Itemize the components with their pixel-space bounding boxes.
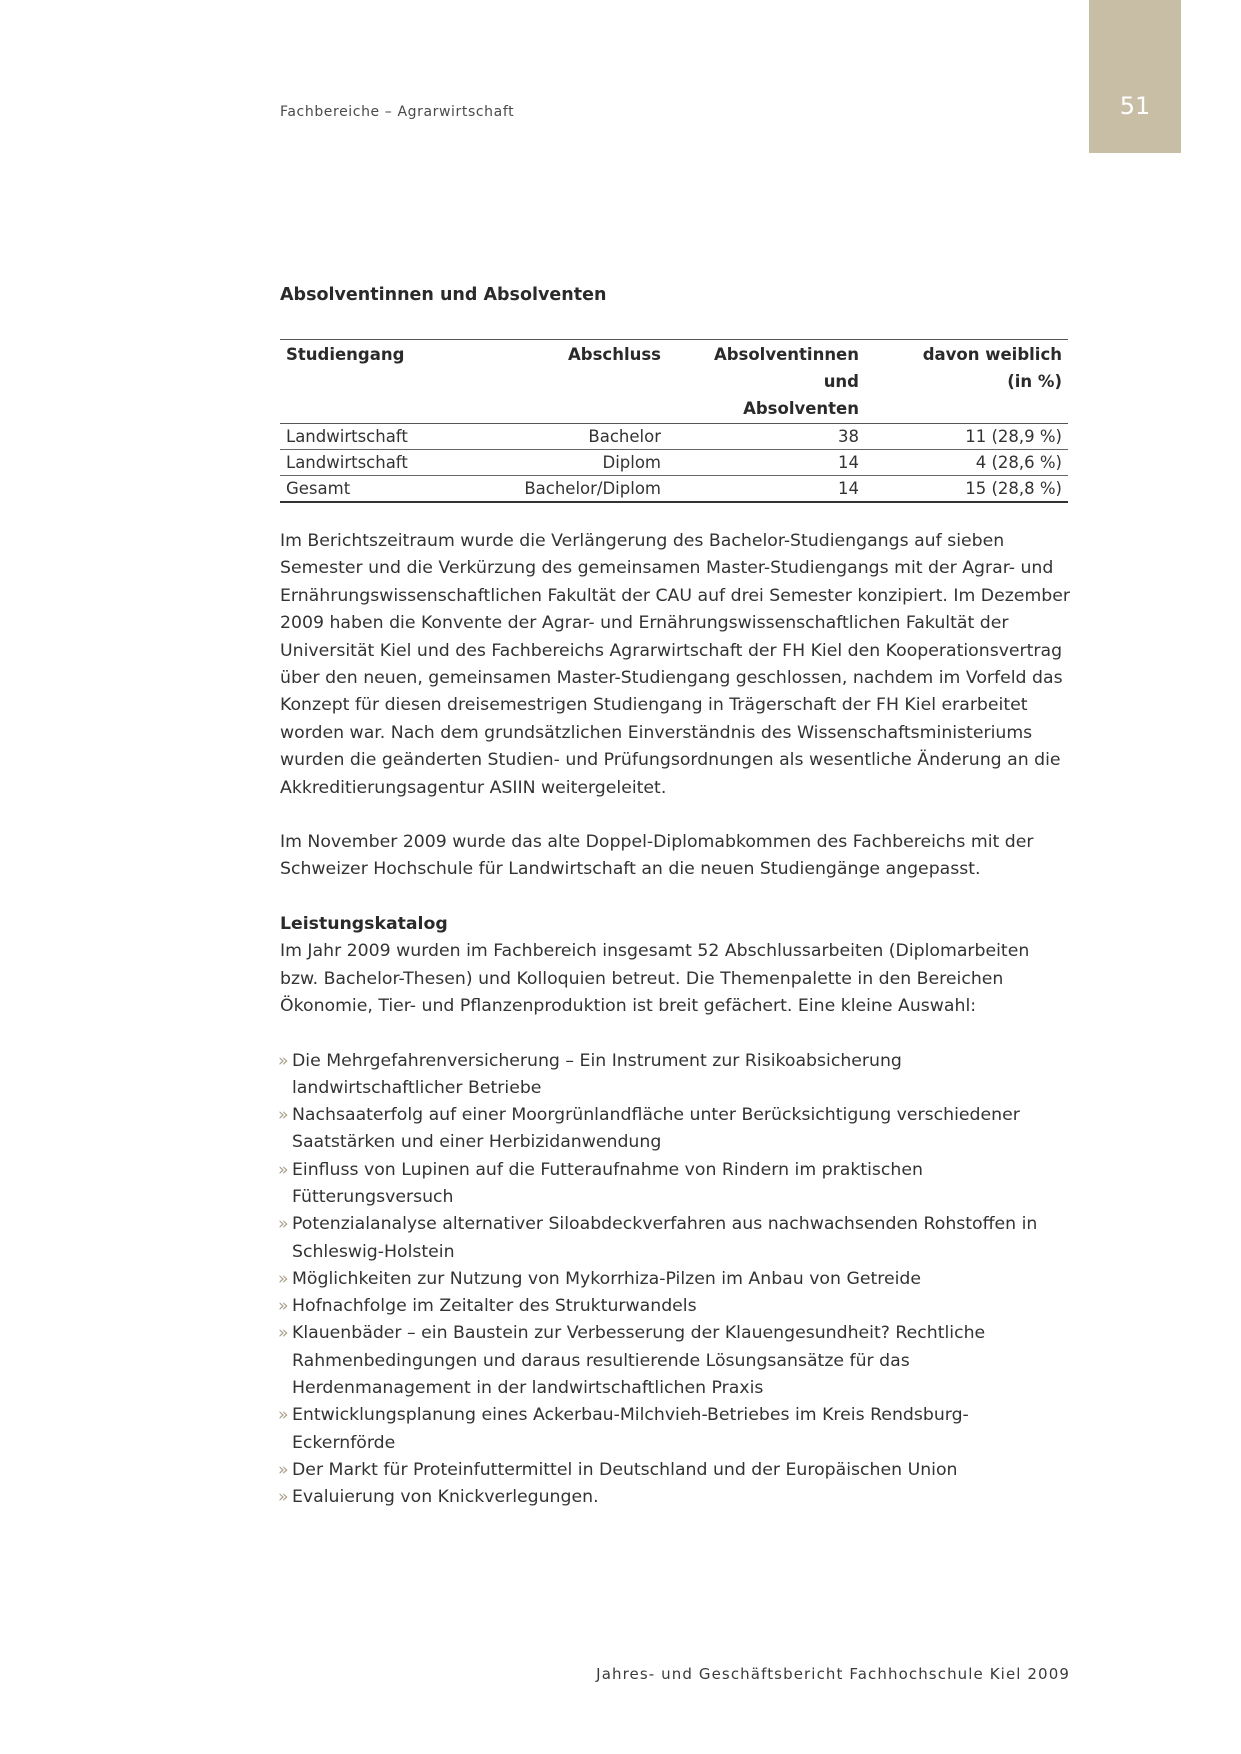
body-paragraph-2: Im November 2009 wurde das alte Doppel-Diplomabkommen des Fachbereichs mit der Schweizer Hochschule für Landwirtschaft an die neuen Studiengänge angepasst. bbox=[280, 832, 1034, 880]
cell-weiblich: 4 (28,6 %) bbox=[865, 450, 1068, 476]
header-absolventen-line-2: Absolventen bbox=[743, 399, 859, 418]
list-item bbox=[280, 1320, 1070, 1402]
bullet-icon: » bbox=[278, 1214, 289, 1235]
table-row-total bbox=[280, 476, 1068, 503]
cell-absolventen: 14 bbox=[667, 450, 865, 476]
bullet-icon: » bbox=[278, 1459, 289, 1480]
bullet-icon: » bbox=[278, 1105, 289, 1126]
list-item bbox=[280, 1484, 1070, 1511]
bullet-icon: » bbox=[278, 1487, 289, 1508]
list-item-text: Evaluierung von Knickverlegungen. bbox=[292, 1487, 599, 1508]
list-item-text: Einfluss von Lupinen auf die Futteraufnahme von Rindern im praktischen Fütterungsversuch bbox=[292, 1159, 923, 1207]
bullet-icon: » bbox=[278, 1159, 289, 1180]
graduates-table bbox=[280, 339, 1068, 503]
header-absolventen bbox=[667, 340, 865, 424]
thesis-list bbox=[280, 1048, 1070, 1512]
section-title: Absolventinnen und Absolventen bbox=[280, 285, 607, 305]
header-studiengang: Studiengang bbox=[286, 345, 405, 364]
bullet-icon: » bbox=[278, 1050, 289, 1071]
header-weiblich bbox=[865, 340, 1068, 424]
header-abschluss: Abschluss bbox=[568, 345, 661, 364]
list-item-text: Klauenbäder – ein Baustein zur Verbesserung der Klauengesundheit? Rechtliche Rahmenbedingungen und daraus resultierende Lösungsansätze für das Herdenmanagement in der landwirtschaftlichen Praxis bbox=[292, 1323, 986, 1399]
list-item-text: Nachsaaterfolg auf einer Moorgrünlandfläche unter Berücksichtigung verschiedener Saatstärken und einer Herbizidanwendung bbox=[292, 1105, 1020, 1153]
cell-absolventen: 38 bbox=[667, 424, 865, 450]
list-item bbox=[280, 1102, 1070, 1157]
leistungskatalog-intro: Im Jahr 2009 wurden im Fachbereich insgesamt 52 Abschlussarbeiten (Diplomarbeiten bzw. Bachelor-Thesen) und Kolloquien betreut. Die Themenpalette in den Bereichen Ökonomie, Tier- und Pflanzenproduktion ist breit gefächert. Eine kleine Auswahl: bbox=[280, 941, 1030, 1017]
list-item-text: Potenzialanalyse alternativer Siloabdeckverfahren aus nachwachsenden Rohstoffen in Schleswig-Holstein bbox=[292, 1214, 1038, 1262]
main-content bbox=[280, 283, 1070, 1512]
running-head: Fachbereiche – Agrarwirtschaft bbox=[280, 104, 515, 120]
cell-absolventen: 14 bbox=[667, 476, 865, 503]
header-weiblich-line-2: (in %) bbox=[1007, 372, 1062, 391]
cell-weiblich: 15 (28,8 %) bbox=[865, 476, 1068, 503]
list-item bbox=[280, 1157, 1070, 1212]
cell-abschluss: Bachelor/Diplom bbox=[452, 476, 667, 503]
list-item bbox=[280, 1402, 1070, 1457]
cell-weiblich: 11 (28,9 %) bbox=[865, 424, 1068, 450]
cell-abschluss: Diplom bbox=[452, 450, 667, 476]
body-paragraph-1: Im Berichtszeitraum wurde die Verlängerung des Bachelor-Studiengangs auf sieben Semester und die Verkürzung des gemeinsamen Master-Studiengangs mit der Agrar- und Ernährungswissenschaftlichen Fakultät der CAU auf drei Semester konzipiert. Im Dezember 2009 haben die Konvente der Agrar- und Ernährungswissenschaftlichen Fakultät der Universität Kiel und des Fachbereichs Agrarwirtschaft der FH Kiel den Kooperationsvertrag über den neuen, gemeinsamen Master-Studiengang geschlossen, nachdem im Vorfeld das Konzept für diesen dreisemestrigen Studiengang in Trägerschaft der FH Kiel erarbeitet worden war. Nach dem grundsätzlichen Einverständnis des Wissenschaftsministeriums wurden die geänderten Studien- und Prüfungsordnungen als wesentliche Änderung an die Akkreditierungsagentur ASIIN weitergeleitet. bbox=[280, 531, 1070, 798]
list-item bbox=[280, 1293, 1070, 1320]
page-number-tab bbox=[1089, 0, 1181, 153]
list-item-text: Hofnachfolge im Zeitalter des Strukturwandels bbox=[292, 1296, 697, 1317]
page-number: 51 bbox=[1119, 92, 1151, 120]
header-weiblich-line-1: davon weiblich bbox=[922, 345, 1062, 364]
leistungskatalog-title: Leistungskatalog bbox=[280, 913, 448, 934]
list-item-text: Die Mehrgefahrenversicherung – Ein Instrument zur Risikoabsicherung landwirtschaftlicher Betriebe bbox=[292, 1050, 902, 1098]
list-item bbox=[280, 1211, 1070, 1266]
list-item-text: Der Markt für Proteinfuttermittel in Deutschland und der Europäischen Union bbox=[292, 1459, 958, 1480]
list-item bbox=[280, 1048, 1070, 1103]
table-row bbox=[280, 450, 1068, 476]
list-item-text: Entwicklungsplanung eines Ackerbau-Milchvieh-Betriebes im Kreis Rendsburg-Eckernförde bbox=[292, 1405, 969, 1453]
list-item-text: Möglichkeiten zur Nutzung von Mykorrhiza-Pilzen im Anbau von Getreide bbox=[292, 1268, 922, 1289]
page-footer: Jahres- und Geschäftsbericht Fachhochschule Kiel 2009 bbox=[596, 1665, 1070, 1683]
cell-studiengang: Landwirtschaft bbox=[280, 450, 452, 476]
header-absolventen-line-1: Absolventinnen und bbox=[713, 345, 859, 391]
cell-abschluss: Bachelor bbox=[452, 424, 667, 450]
list-item bbox=[280, 1457, 1070, 1484]
cell-studiengang: Landwirtschaft bbox=[280, 424, 452, 450]
cell-studiengang: Gesamt bbox=[280, 476, 452, 503]
list-item bbox=[280, 1266, 1070, 1293]
bullet-icon: » bbox=[278, 1268, 289, 1289]
bullet-icon: » bbox=[278, 1296, 289, 1317]
table-row bbox=[280, 424, 1068, 450]
bullet-icon: » bbox=[278, 1323, 289, 1344]
table-header-row bbox=[280, 340, 1068, 424]
bullet-icon: » bbox=[278, 1405, 289, 1426]
